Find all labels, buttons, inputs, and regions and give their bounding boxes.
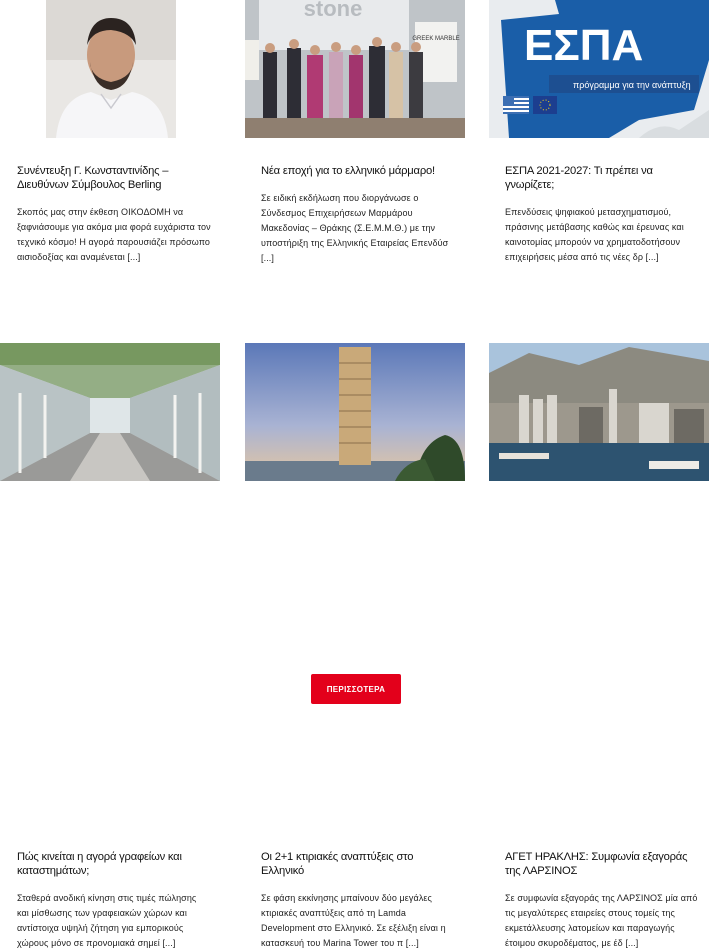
article-card (245, 0, 465, 290)
article-thumbnail-portrait[interactable] (46, 0, 176, 138)
article-excerpt: Σε ειδική εκδήλωση που διοργάνωσε ο Σύνδεσμος Επιχειρήσεων Μαρμάρου Μακεδονίας – Θράκης (Σ.Ε.Μ.Μ.Θ.) με την υποστήριξη της Ελληνικής Εταιρείας Επενδύσ [...] (261, 193, 449, 263)
article-title[interactable]: ΕΣΠΑ 2021-2027: Τι πρέπει να γνωρίζετε; (505, 165, 653, 191)
article-thumbnail-tower[interactable] (245, 343, 465, 481)
article-card (0, 0, 220, 290)
article-card (489, 343, 709, 948)
article-excerpt: Σε φάση εκκίνησης μπαίνουν δύο μεγάλες κτιριακές αναπτύξεις από τη Lamda Development στο Ελληνικό. Σε εξέλιξη είναι η κατασκευή του Marina Tower του π [...] (261, 893, 446, 948)
article-excerpt: Σε συμφωνία εξαγοράς της ΛΑΡΣΙΝΟΣ μία από τις μεγαλύτερες εταιρείες στους τομείς της εκμετάλλευσης λατομείων και παραγωγής έτοιμου σκυροδέματος, με έδ [...] (505, 893, 698, 948)
article-title[interactable]: Νέα εποχή για το ελληνικό μάρμαρο! (261, 165, 435, 177)
article-card (0, 343, 220, 948)
article-title[interactable]: Συνέντευξη Γ. Κωνσταντινίδης – Διευθύνων Σύμβουλος Berling (17, 165, 169, 191)
article-excerpt: Επενδύσεις ψηφιακού μετασχηματισμού, πράσινης μετάβασης καθώς και έρευνας και καινοτομίας μπορούν να χρηματοδοτήσουν επιχειρήσεις μέσα από τις νέες δρ [...] (505, 207, 684, 262)
article-title[interactable]: Οι 2+1 κτιριακές αναπτύξεις στο Ελληνικό (261, 851, 414, 877)
banner-text: stone (303, 0, 363, 21)
espa-logo-text: ΕΣΠΑ (524, 21, 644, 70)
sign-text: GREEK MARBLE (412, 36, 460, 42)
article-thumbnail-event[interactable] (245, 0, 465, 138)
article-excerpt: Σκοπός μας στην έκθεση ΟΙΚΟΔΟΜΗ να ξαφνιάσουμε για ακόμα μια φορά ευχάριστα τον τεχνικό κόσμο! Η αγορά παρουσιάζει πρόσωπο αισιοδοξίας και αναμένεται [...] (17, 207, 211, 262)
more-articles-button[interactable]: ΠΕΡΙΣΣΟΤΕΡΑ (311, 674, 401, 704)
article-card (489, 0, 709, 290)
article-excerpt: Σταθερά ανοδική κίνηση στις τιμές πώλησης και μίσθωσης των γραφειακών χώρων και αντίστοιχα υψηλή ζήτηση για εμπορικούς χώρους μόνο σε προνομιακά σημεί [...] (17, 893, 197, 948)
espa-tagline-text: πρόγραμμα για την ανάπτυξη (573, 80, 691, 90)
article-title[interactable]: Πώς κινείται η αγορά γραφείων και καταστημάτων; (17, 851, 182, 877)
article-thumbnail-industrial[interactable] (489, 343, 709, 481)
article-title[interactable]: ΑΓΕΤ ΗΡΑΚΛΗΣ: Συμφωνία εξαγοράς της ΛΑΡΣΙΝΟΣ (505, 851, 688, 877)
article-thumbnail-espa[interactable] (489, 0, 709, 138)
article-thumbnail-offices[interactable] (0, 343, 220, 481)
